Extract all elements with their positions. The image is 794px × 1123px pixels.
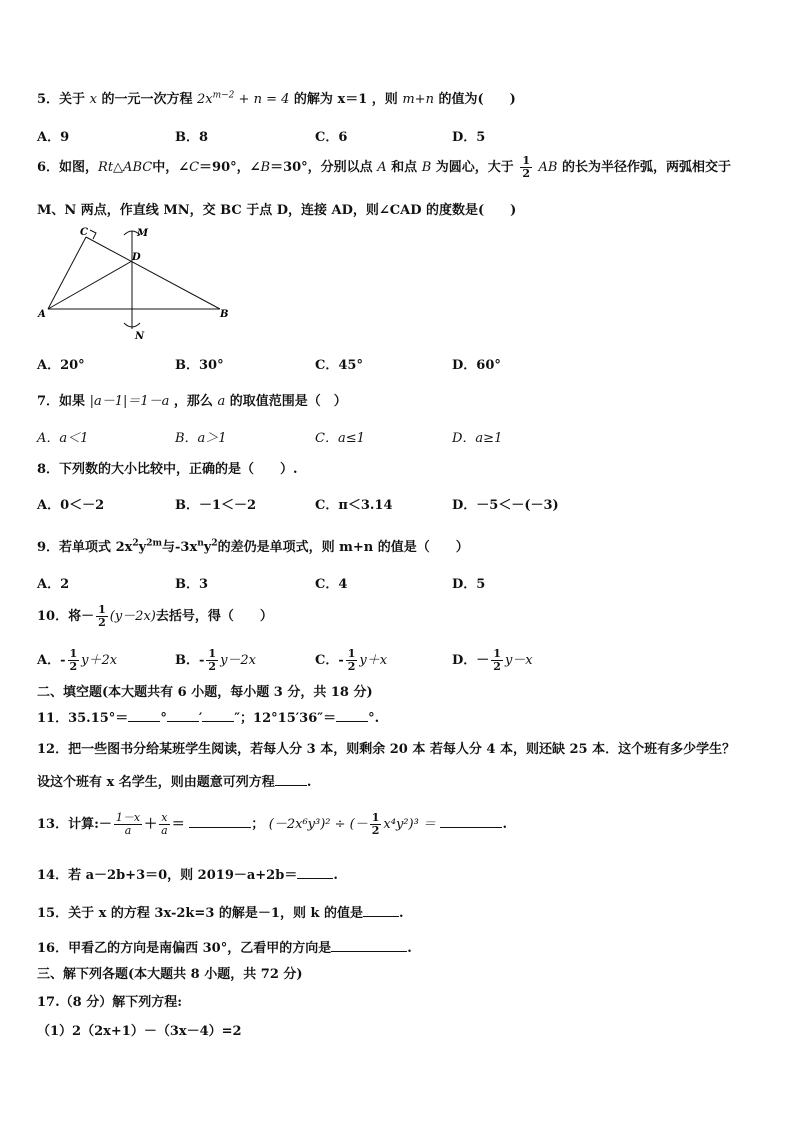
q5-option-d: D．5 <box>452 130 486 145</box>
q9-exp: 2 <box>132 538 139 549</box>
q6-line1 <box>37 155 731 180</box>
q7-abs-expression: |a－1|＝1－a <box>89 394 170 409</box>
frac-den: a <box>161 824 168 837</box>
q7-text: 7．如果 <box>37 394 86 409</box>
frac-num: 1 <box>98 603 106 616</box>
q7-text: ，那么 <box>173 394 213 409</box>
q5-text: 的值为( ) <box>438 92 516 107</box>
frac-den: 2 <box>69 660 78 673</box>
q13-expression: x⁴y²)³ ＝ <box>383 817 436 832</box>
q6-option-a: A．20° <box>37 358 85 373</box>
option-sign: - <box>60 653 66 668</box>
option-tail: y－2x <box>220 653 257 668</box>
q13 <box>37 812 507 837</box>
option-label: A． <box>37 653 61 668</box>
q9-stem <box>37 536 469 555</box>
q5-text: 5．关于 <box>37 92 86 107</box>
q6-line2: M、N 两点，作直线 MN，交 BC 于点 D，连接 AD，则∠CAD 的度数是( ) <box>37 203 517 218</box>
option-fraction <box>346 648 358 673</box>
answer-blank[interactable] <box>275 773 307 786</box>
q5-text: 的解为 <box>293 92 333 107</box>
q5-mn: m+n <box>402 92 434 107</box>
segment-cb <box>86 237 220 309</box>
q5-option-c: C．6 <box>315 130 348 145</box>
q10-expression: (y－2x) <box>109 609 156 624</box>
frac-den: 2 <box>98 616 106 629</box>
option-sign: － <box>476 653 490 668</box>
q13-text: ； <box>251 817 265 832</box>
q6-text: 中，∠ <box>152 160 190 175</box>
q12-text: 设这个班有 x 名学生，则由题意可列方程 <box>37 775 275 790</box>
q6-option-c: C．45° <box>315 358 363 373</box>
answer-blank[interactable] <box>440 815 502 828</box>
q13-text: . <box>502 817 507 832</box>
answer-blank[interactable] <box>189 815 251 828</box>
q7-text: 的取值范围是（ ） <box>229 394 347 409</box>
q9-option-c: C．4 <box>315 577 348 592</box>
q9-exp: n <box>197 538 204 549</box>
q16-text: 16．甲看乙的方向是南偏西 30°，乙看甲的方向是 <box>37 941 332 956</box>
section-2-heading: 二、填空题(本大题共有 6 小题，每小题 3 分，共 18 分) <box>37 685 373 700</box>
q10-text: 去括号，得（ ） <box>155 609 273 624</box>
q8-option-a: A．0＜－2 <box>37 498 105 513</box>
q5-text: 的一元一次方程 <box>101 92 193 107</box>
q9-option-b: B．3 <box>175 577 209 592</box>
label-n: N <box>135 331 145 342</box>
frac-num: 1－x <box>115 811 141 824</box>
q5-equation: $2x^{m-2} + n = 4$ <box>197 90 290 107</box>
q6-var: B <box>260 160 271 175</box>
q10-option-d <box>452 648 533 673</box>
q7-option-d: D．a≥1 <box>452 431 503 446</box>
option-label: C． <box>315 653 339 668</box>
q5-var: x <box>89 92 97 107</box>
section-3-heading: 三、解下列各题(本大题共 8 小题，共 72 分) <box>37 967 303 982</box>
q6-var: B <box>421 160 432 175</box>
q13-sign: － <box>98 817 112 832</box>
q10-stem <box>37 604 273 629</box>
frac-den: 2 <box>493 660 501 673</box>
q7-option-b: B．a＞1 <box>175 431 227 446</box>
label-a: A <box>38 309 46 320</box>
q5-option-b: B．8 <box>175 130 209 145</box>
q5-option-a: A．9 <box>37 130 70 145</box>
answer-blank[interactable] <box>363 904 399 917</box>
frac-num: 1 <box>347 647 356 660</box>
answer-blank[interactable] <box>128 709 160 722</box>
q9-option-a: A．2 <box>37 577 70 592</box>
option-label: D． <box>452 653 477 668</box>
q10-sign: － <box>81 609 95 624</box>
q10-option-b <box>175 648 256 673</box>
q6-figure <box>36 225 236 343</box>
q13-expression: (－2x⁶y³)² ÷ (－ <box>268 817 368 832</box>
option-sign: - <box>199 653 205 668</box>
answer-blank[interactable] <box>297 866 333 879</box>
q5-stem <box>37 88 516 107</box>
q12-line2 <box>37 771 311 790</box>
q8-option-b: B．－1＜－2 <box>175 498 257 513</box>
q7-option-a: A．a＜1 <box>37 431 89 446</box>
answer-blank[interactable] <box>202 709 234 722</box>
q7-option-c: C．a≤1 <box>315 431 365 446</box>
frac-den: 2 <box>208 660 217 673</box>
option-fraction <box>491 648 503 673</box>
label-b: B <box>220 309 229 320</box>
q17-part1: （1）2（2x+1）－（3x－4）=2 <box>37 1024 242 1039</box>
q11 <box>37 707 379 726</box>
q9-text: 与-3x <box>162 540 198 555</box>
q6-text: ＝90°，∠ <box>199 160 261 175</box>
q11-text: °. <box>368 711 380 726</box>
frac-den: 2 <box>371 824 380 837</box>
q11-text: 11．35.15°＝ <box>37 711 129 726</box>
frac-num: 1 <box>522 154 530 167</box>
q13-fraction-1 <box>114 812 142 837</box>
q14 <box>37 864 338 883</box>
q6-var: C <box>189 160 200 175</box>
q12-text: . <box>306 775 312 790</box>
label-c: C <box>80 227 88 238</box>
q8-option-d: D．－5＜－(－3) <box>452 498 559 513</box>
q5-text: ，则 <box>371 92 398 107</box>
frac-den: 2 <box>522 167 530 180</box>
q15 <box>37 902 404 921</box>
q8-option-c: C．π＜3.14 <box>315 498 393 513</box>
q13-sign: ＋ <box>144 817 158 832</box>
frac-den: 2 <box>347 660 356 673</box>
option-tail: y＋x <box>359 653 388 668</box>
q9-text: 的差仍是单项式，则 m+n 的值是（ ） <box>217 540 469 555</box>
q8-stem: 8．下列数的大小比较中，正确的是（ ）. <box>37 462 298 477</box>
q10-text: 10．将 <box>37 609 82 624</box>
q6-text: 的长为半径作弧，两弧相交于 <box>562 160 732 175</box>
q9-text: y <box>203 540 212 555</box>
option-fraction <box>206 648 218 673</box>
q14-text: . <box>333 868 338 883</box>
answer-blank[interactable] <box>331 939 407 952</box>
q6-text: 6．如图， <box>37 160 99 175</box>
q7-stem <box>37 390 347 409</box>
q5-solution: x＝1 <box>337 92 368 107</box>
q13-text: 13．计算: <box>37 817 99 832</box>
option-sign: - <box>338 653 344 668</box>
q9-option-d: D．5 <box>452 577 486 592</box>
q9-text: 9．若单项式 2x <box>37 540 133 555</box>
right-angle-mark <box>90 230 96 239</box>
q6-segment: AB <box>538 160 558 175</box>
q10-option-c <box>315 648 387 673</box>
q6-text: 和点 <box>391 160 418 175</box>
q15-text: 15．关于 x 的方程 3x-2k=3 的解是－1，则 k 的值是 <box>37 906 364 921</box>
answer-blank[interactable] <box>336 709 368 722</box>
q10-fraction <box>96 604 108 629</box>
label-m: M <box>137 228 149 239</box>
q10-option-a <box>37 648 117 673</box>
q17-title: 17.（8 分）解下列方程: <box>37 995 182 1010</box>
q12-line1: 12．把一些图书分给某班学生阅读，若每人分 3 本，则剩余 20 本 若每人分 4 本，则还缺 25 本．这个班有多少学生？ <box>37 742 736 757</box>
frac-num: 1 <box>208 647 217 660</box>
q13-fraction-3 <box>370 812 382 837</box>
q11-text: ″；12°15′36″＝ <box>234 711 337 726</box>
label-d: D <box>132 252 141 263</box>
q9-exp: 2 <box>211 538 218 549</box>
q16-text: . <box>407 941 412 956</box>
q6-var: A <box>377 160 387 175</box>
q6-text: 为圆心，大于 <box>435 160 514 175</box>
option-fraction <box>68 648 80 673</box>
q14-text: 14．若 a－2b+3＝0，则 2019－a+2b＝ <box>37 868 298 883</box>
option-label: B． <box>175 653 199 668</box>
q6-half-fraction <box>520 155 532 180</box>
q7-var: a <box>217 394 226 409</box>
q6-option-b: B．30° <box>175 358 224 373</box>
option-tail: y＋2x <box>81 653 118 668</box>
q11-text: ′ <box>198 711 203 726</box>
q13-eq: ＝ <box>171 817 185 832</box>
frac-den: a <box>124 824 132 837</box>
frac-num: 1 <box>493 647 501 660</box>
q9-text: y <box>138 540 147 555</box>
q13-fraction-2 <box>159 812 170 837</box>
q6-triangle: Rt△ABC <box>98 160 153 175</box>
q6-option-d: D．60° <box>452 358 501 373</box>
q16 <box>37 937 412 956</box>
frac-num: 1 <box>371 811 380 824</box>
q11-text: ° <box>160 711 167 726</box>
q9-exp: 2m <box>146 538 162 549</box>
q15-text: . <box>399 906 404 921</box>
option-tail: y－x <box>504 653 533 668</box>
frac-num: 1 <box>69 647 78 660</box>
answer-blank[interactable] <box>167 709 199 722</box>
frac-num: x <box>161 811 168 824</box>
q6-text: ＝30°，分别以点 <box>270 160 373 175</box>
